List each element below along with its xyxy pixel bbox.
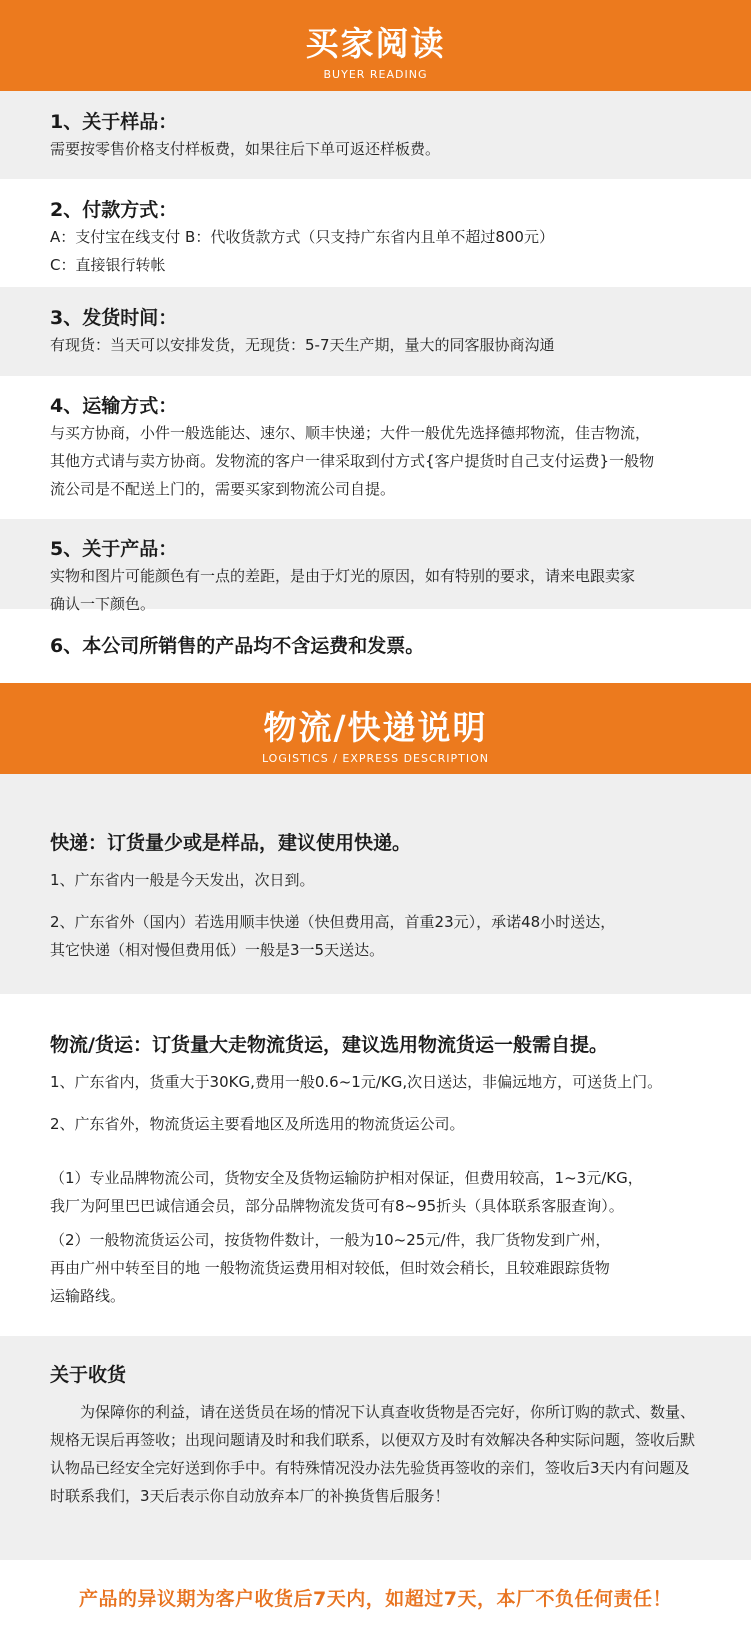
- section-transport: [0, 376, 751, 519]
- section-text: 流公司是不配送上门的，需要买家到物流公司自提。: [50, 480, 396, 498]
- section-heading: 关于收货: [50, 1364, 127, 1386]
- buyer-reading-header: [0, 0, 751, 91]
- section-text: 有现货：当天可以安排发货，无现货：5-7天生产期，量大的同客服协商沟通: [50, 336, 555, 354]
- logistics-note-2-cont: 再由广州中转至目的地 一般物流货运费用相对较低，但时效会稍长，且较难跟踪货物: [50, 1259, 610, 1277]
- section-no-freight-invoice: [0, 609, 751, 683]
- section-text: 与买方协商，小件一般选能达、速尔、顺丰快递；大件一般优先选择德邦物流，佳吉物流，: [50, 424, 651, 442]
- logistics-header: [0, 683, 751, 774]
- logistics-note-2: （2）一般物流货运公司，按货物件数计，一般为10~25元/件，我厂货物发到广州，: [50, 1231, 611, 1249]
- header-title: 买家阅读: [305, 24, 446, 63]
- section-text: 实物和图片可能颜色有一点的差距，是由于灯光的原因，如有特别的要求，请来电跟卖家: [50, 567, 636, 585]
- section-heading: 1、关于样品：: [50, 111, 178, 133]
- section-receiving: [0, 1336, 751, 1560]
- logistics-item-1: 1、广东省内，货重大于30KG,费用一般0.6~1元/KG,次日送达，非偏远地方，可送货上门。: [50, 1073, 663, 1091]
- logistics-note-1: （1）专业品牌物流公司，货物安全及货物运输防护相对保证，但费用较高，1~3元/KG，: [50, 1169, 643, 1187]
- section-heading: 物流/货运：订货量大走物流货运，建议选用物流货运一般需自提。: [50, 1034, 608, 1056]
- section-text: 需要按零售价格支付样板费，如果往后下单可返还样板费。: [50, 140, 441, 158]
- header-title: 物流/快递说明: [263, 708, 488, 747]
- section-heading: 快递：订货量少或是样品，建议使用快递。: [50, 832, 412, 854]
- footer-text: 产品的异议期为客户收货后7天内，如超过7天，本厂不负任何责任！: [79, 1588, 672, 1610]
- section-samples: [0, 91, 751, 179]
- section-heading: 3、发货时间：: [50, 307, 178, 329]
- section-product: [0, 519, 751, 613]
- section-express: [0, 774, 751, 994]
- section-heading: 4、运输方式：: [50, 395, 178, 417]
- section-shipping-time: [0, 287, 751, 376]
- section-heading: 2、付款方式：: [50, 199, 178, 221]
- header-subtitle: BUYER READING: [323, 68, 428, 81]
- logistics-note-1-cont: 我厂为阿里巴巴诚信通会员，部分品牌物流发货可有8~95折头（具体联系客服查询）。: [50, 1197, 624, 1215]
- receiving-paragraph: 为保障你的利益，请在送货员在场的情况下认真查收货物是否完好，你所订购的款式、数量、规格无误后再签收；出现问题请及时和我们联系，以便双方及时有效解决各种实际问题，签收后默认物品已经安全完好送到你手中。有特殊情况没办法先验货再签收的亲们，签收后3天内有问题及时联系我们，3天后表示你自动放弃本厂的补换货售后服务！: [50, 1403, 696, 1505]
- section-heading: 5、关于产品：: [50, 538, 178, 560]
- section-heading: 6、本公司所销售的产品均不含运费和发票。: [50, 635, 425, 657]
- header-subtitle: LOGISTICS / EXPRESS DESCRIPTION: [261, 752, 490, 765]
- objection-period-notice: [0, 1560, 751, 1640]
- section-text: 确认一下颜色。: [50, 595, 156, 613]
- section-logistics: [0, 994, 751, 1336]
- section-payment: [0, 179, 751, 287]
- express-item-1: 1、广东省内一般是今天发出，次日到。: [50, 871, 315, 889]
- section-text: C：直接银行转帐: [50, 256, 166, 274]
- logistics-note-2-cont: 运输路线。: [50, 1287, 126, 1305]
- section-text: A：支付宝在线支付 B：代收货款方式（只支持广东省内且单不超过800元）: [50, 228, 554, 246]
- express-item-2: 2、广东省外（国内）若选用顺丰快递（快但费用高，首重23元），承诺48小时送达，: [50, 913, 616, 931]
- section-text: 其他方式请与卖方协商。发物流的客户一律采取到付方式{客户提货时自己支付运费}一般物: [50, 452, 655, 470]
- logistics-item-2: 2、广东省外，物流货运主要看地区及所选用的物流货运公司。: [50, 1115, 465, 1133]
- express-item-2-cont: 其它快递（相对慢但费用低）一般是3一5天送达。: [50, 941, 385, 959]
